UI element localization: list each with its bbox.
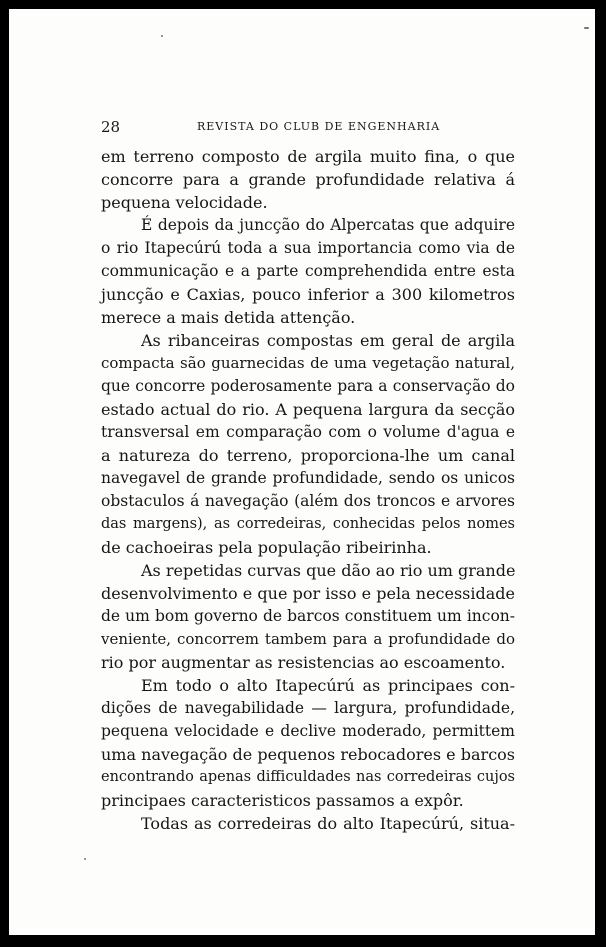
text-line: As repetidas curvas que dão ao rio um grande [141,561,516,580]
text-line: navegavel de grande profundidade, sendo os unicos [101,469,515,487]
text-line: das margens), as corredeiras, conhecidas pelos nomes [101,516,515,532]
text-line: de cachoeiras pela população ribeirinha. [101,538,432,557]
text-line: Todas as corredeiras do alto Itapecúrú, situa- [141,814,515,833]
scan-speck [161,35,163,37]
text-line: communicação e a parte comprehendida entre esta [101,262,515,280]
body-text [101,145,515,835]
text-line: rio por augmentar as resistencias ao escoamento. [101,653,506,672]
text-line: Em todo o alto Itapecúrú as principaes con- [141,676,515,695]
text-line: de um bom governo de barcos constituem um incon- [101,607,515,625]
text-line: pequena velocidade. [101,193,268,212]
text-line: desenvolvimento e que por isso e pela necessidade [101,584,515,603]
scan-speck [584,27,589,29]
text-line: em terreno composto de argila muito fina, o que [101,147,515,166]
text-line: compacta são guarnecidas de uma vegetação natural, [101,354,515,372]
text-line: uma navegação de pequenos rebocadores e barcos [101,745,515,764]
text-line: pequena velocidade e declive moderado, permittem [101,722,515,740]
text-line: As ribanceiras compostas em geral de argila [141,331,515,350]
book-page [9,9,595,935]
text-line: merece a mais detida attenção. [101,308,356,327]
text-line: encontrando apenas difficuldades nas corredeiras cujos [101,769,515,785]
text-line: a natureza do terreno, proporciona-lhe um canal [101,446,515,465]
text-line: veniente, concorrem tambem para a profundidade do [101,630,515,648]
page-header [101,118,515,140]
text-line: concorre para a grande profundidade relativa á [101,170,515,189]
scan-speck [84,858,86,860]
page-number: 28 [101,118,121,136]
text-line: estado actual do rio. A pequena largura da secção [101,400,515,419]
text-line: principaes caracteristicos passamos a expôr. [101,791,464,810]
text-line: dições de navegabilidade — largura, profundidade, [101,699,515,717]
text-line: transversal em comparação com o volume d'agua e [101,423,515,441]
running-head: REVISTA DO CLUB DE ENGENHARIA [197,120,441,133]
text-line: juncção e Caxias, pouco inferior a 300 kilometros [101,285,515,304]
text-line: É depois da juncção do Alpercatas que adquire [141,216,515,234]
text-line: que concorre poderosamente para a conservação do [101,377,515,395]
text-line: o rio Itapecúrú toda a sua importancia como via de [101,239,515,257]
text-line: obstaculos á navegação (além dos troncos e arvores [101,492,515,510]
